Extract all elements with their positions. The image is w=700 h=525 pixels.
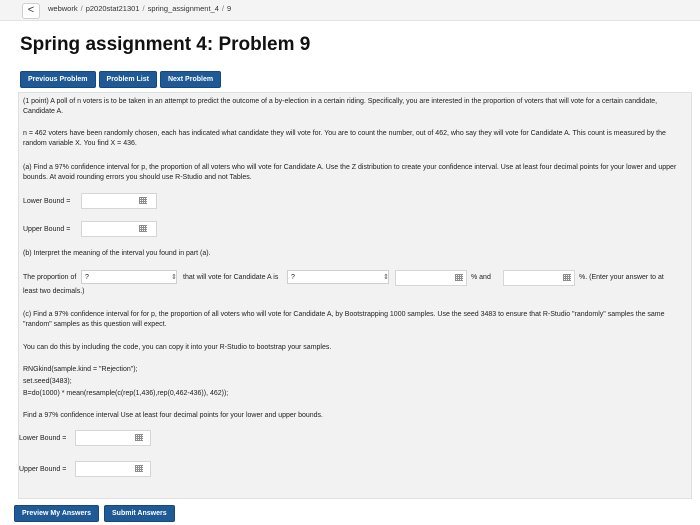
population-select-value: ? xyxy=(85,274,89,281)
chevron-updown-icon: ⇕ xyxy=(171,274,177,281)
equation-editor-icon[interactable] xyxy=(455,274,463,281)
page-title: Spring assignment 4: Problem 9 xyxy=(20,34,311,55)
code-line-1: RNGkind(sample.kind = "Rejection"); xyxy=(23,366,138,373)
part-c-text: (c) Find a 97% confidence interval for for p, the proportion of all voters who will vote for Candidate A, by Bootstrapping 1000 samples. Use the seed 3483 to ensure that R-Studio "randomly" samples the same "random" samples as this question will expect. xyxy=(23,311,665,328)
population-select[interactable] xyxy=(81,270,177,284)
part-c-upper-label: Upper Bound = xyxy=(19,466,67,473)
part-a-text: (a) Find a 97% confidence interval for p, the proportion of all voters who will vote for Candidate A. Use the Z distribution to create your confidence interval. Use at least four decimal points for your lower and upper bounds. At avoid rounding errors you should use R-Studio and not Tables. xyxy=(23,164,677,181)
code-line-2: set.seed(3483); xyxy=(23,378,72,385)
part-a-lower-label: Lower Bound = xyxy=(23,198,71,205)
submit-answers-button[interactable]: Submit Answers xyxy=(104,505,175,522)
equation-editor-icon[interactable] xyxy=(135,465,143,472)
problem-nav xyxy=(20,71,221,88)
interval-claim-select[interactable] xyxy=(287,270,389,284)
breadcrumb-bar xyxy=(0,0,700,21)
equation-editor-icon[interactable] xyxy=(139,225,147,232)
breadcrumb-item-course-root[interactable]: webwork xyxy=(48,4,78,13)
code-line-3: B=do(1000) * mean(resample(c(rep(1,436),rep(0,462-436)), 462)); xyxy=(23,390,229,397)
part-b-sentence-tail: least two decimals.) xyxy=(23,288,85,295)
previous-problem-button[interactable]: Previous Problem xyxy=(20,71,96,88)
equation-editor-icon[interactable] xyxy=(139,197,147,204)
part-c-find-text: Find a 97% confidence interval Use at least four decimal points for your lower and upper bounds. xyxy=(23,412,324,419)
percent-end-label: %. (Enter your answer to at xyxy=(579,274,664,281)
breadcrumb-item-set[interactable]: spring_assignment_4 xyxy=(147,4,219,13)
part-c-lower-label: Lower Bound = xyxy=(19,435,67,442)
part-c-copy-hint: You can do this by including the code, you can copy it into your R-Studio to bootstrap your samples. xyxy=(23,344,332,351)
breadcrumb: webwork / p2020stat21301 / spring_assignment_4 / 9 xyxy=(48,4,232,13)
part-b-sentence-start: The proportion of xyxy=(23,274,77,281)
breadcrumb-item-problem: 9 xyxy=(226,4,232,13)
intro-paragraph-1: (1 point) A poll of n voters is to be taken in an attempt to predict the outcome of a by-election in a certain riding. Specifically, you are interested in the proportion of voters that will vote for a certain candidate, Candidate A. xyxy=(23,98,658,115)
next-problem-button[interactable]: Next Problem xyxy=(160,71,221,88)
problem-panel xyxy=(18,92,692,499)
part-a-upper-label: Upper Bound = xyxy=(23,226,71,233)
back-button[interactable]: < xyxy=(22,3,40,19)
equation-editor-icon[interactable] xyxy=(135,434,143,441)
percent-and-label: % and xyxy=(471,274,491,281)
part-b-text: (b) Interpret the meaning of the interval you found in part (a). xyxy=(23,250,211,257)
problem-list-button[interactable]: Problem List xyxy=(99,71,157,88)
equation-editor-icon[interactable] xyxy=(563,274,571,281)
part-b-sentence-mid: that will vote for Candidate A is xyxy=(183,274,279,281)
chevron-updown-icon: ⇕ xyxy=(383,274,389,281)
interval-claim-select-value: ? xyxy=(291,274,295,281)
breadcrumb-item-course[interactable]: p2020stat21301 xyxy=(85,4,140,13)
intro-paragraph-2: n = 462 voters have been randomly chosen, each has indicated what candidate they will vote for. You are to count the number, out of 462, who say they will vote for Candidate A. This count is measured by the random variable X. You find X = 436. xyxy=(23,130,666,147)
preview-answers-button[interactable]: Preview My Answers xyxy=(14,505,99,522)
